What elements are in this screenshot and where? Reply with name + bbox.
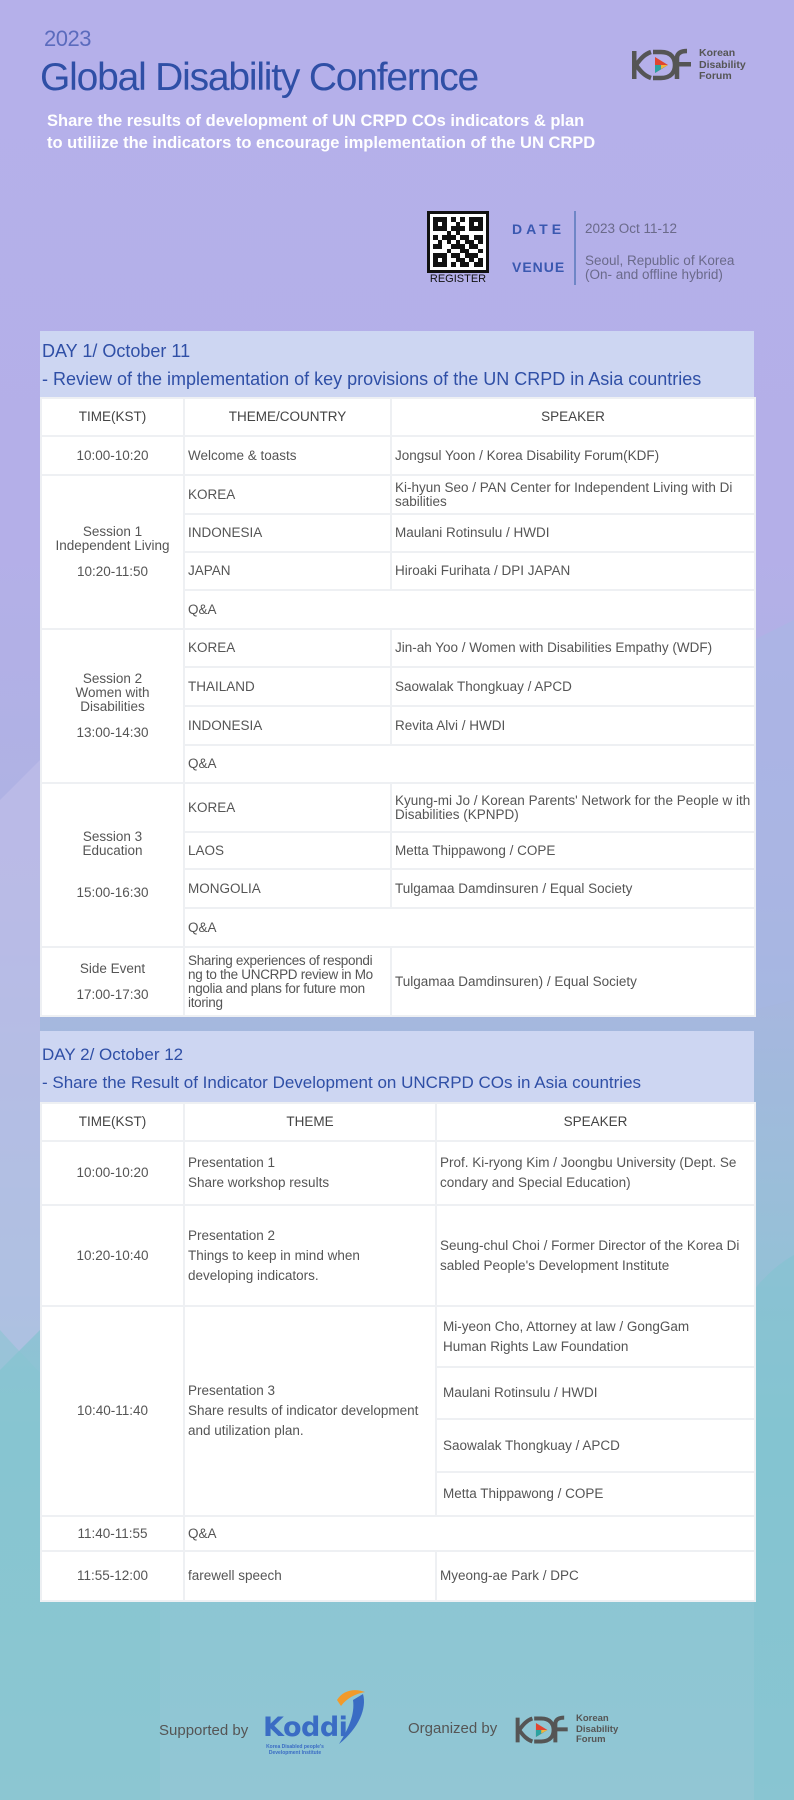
time-cell: 10:20-10:40 xyxy=(41,1205,184,1306)
country-cell: MONGOLIA xyxy=(184,869,391,908)
table-row xyxy=(41,475,755,514)
country-cell: INDONESIA xyxy=(184,514,391,552)
session-time: 10:20-11:50 xyxy=(76,564,149,579)
koddi-logo xyxy=(263,1688,373,1760)
venue-label: VENUE xyxy=(512,259,566,275)
qa-cell: Q&A xyxy=(184,1516,755,1551)
presentation-title: Presentation 2 xyxy=(188,1227,276,1243)
session-name: Session 2 xyxy=(82,671,143,686)
country-cell: KOREA xyxy=(184,475,391,514)
venue-line-1: Seoul, Republic of Korea xyxy=(585,253,735,268)
day1-title: DAY 1/ October 11 xyxy=(42,341,191,361)
session-topic: Education xyxy=(82,843,143,858)
organized-by-label: Organized by xyxy=(408,1720,498,1737)
logo-line-2: Disability xyxy=(699,58,746,71)
supported-by-label: Supported by xyxy=(159,1722,249,1739)
koddi-wordmark: Koddi xyxy=(263,1712,348,1743)
koddi-subtitle xyxy=(265,1744,325,1756)
register-qr-code[interactable] xyxy=(427,211,489,273)
speaker-cell: Jin-ah Yoo / Women with Disabilities Empathy (WDF) xyxy=(391,629,755,667)
speaker-cell: Metta Thippawong / COPE xyxy=(391,832,755,869)
date-value: 2023 Oct 11-12 xyxy=(585,221,678,236)
column-header-speaker: SPEAKER xyxy=(436,1103,755,1141)
speaker-cell: Ki-hyun Seo / PAN Center for Independent Living with Di sabilities xyxy=(391,475,755,514)
column-header-time: TIME(KST) xyxy=(41,398,184,436)
theme-cell: Welcome & toasts xyxy=(184,436,391,475)
table-row xyxy=(41,1306,755,1367)
theme-cell: farewell speech xyxy=(184,1551,436,1601)
speaker-cell: Saowalak Thongkuay / APCD xyxy=(391,667,755,706)
logo-line-3: Forum xyxy=(576,1734,606,1745)
session-2-cell xyxy=(41,629,184,783)
event-subtitle xyxy=(47,110,595,154)
event-info-labels xyxy=(512,221,565,297)
table-header-row xyxy=(41,398,755,436)
country-cell: KOREA xyxy=(184,783,391,832)
kdf-logo-text xyxy=(699,48,746,83)
register-label: REGISTER xyxy=(429,273,487,285)
footer-sponsors xyxy=(0,1684,794,1754)
session-name: Session 3 xyxy=(82,829,143,844)
table-row xyxy=(41,436,755,475)
speaker-cell: Myeong-ae Park / DPC xyxy=(436,1551,755,1601)
logo-line-1: Korean xyxy=(576,1713,609,1724)
country-cell: THAILAND xyxy=(184,667,391,706)
speaker-cell: Maulani Rotinsulu / HWDI xyxy=(436,1367,755,1419)
kdf-logo-footer xyxy=(514,1714,618,1746)
kdf-mark-icon xyxy=(631,48,695,82)
day1-header xyxy=(40,331,754,397)
time-cell: 10:00-10:20 xyxy=(41,1141,184,1205)
time-cell: 11:40-11:55 xyxy=(41,1516,184,1551)
day2-header xyxy=(40,1031,754,1102)
logo-line-3: Forum xyxy=(699,70,732,82)
day1-subtitle: - Review of the implementation of key provisions of the UN CRPD in Asia countries xyxy=(42,369,702,389)
theme-cell xyxy=(184,1141,436,1205)
speaker-cell: Saowalak Thongkuay / APCD xyxy=(436,1419,755,1472)
date-label: DATE xyxy=(512,221,566,237)
info-divider xyxy=(574,211,576,285)
day2-schedule-table xyxy=(40,1102,756,1602)
subtitle-line-1: Share the results of development of UN CRPD COs indicators & plan xyxy=(47,112,585,130)
logo-line-1: Korean xyxy=(699,47,736,59)
side-event-name: Side Event xyxy=(79,960,146,976)
session-name: Session 1 xyxy=(82,524,143,539)
country-cell: KOREA xyxy=(184,629,391,667)
column-header-theme-country: THEME/COUNTRY xyxy=(184,398,391,436)
presentation-title: Presentation 3 xyxy=(188,1383,276,1398)
side-event-cell xyxy=(41,947,184,1016)
table-row xyxy=(41,1551,755,1601)
venue-line-2: (On- and offline hybrid) xyxy=(585,267,723,282)
page-title: Global Disability Confernce xyxy=(40,56,478,99)
presentation-desc: Share results of indicator development and utilization plan. xyxy=(188,1403,419,1438)
time-cell: 10:40-11:40 xyxy=(41,1306,184,1516)
speaker-cell: Tulgamaa Damdinsuren / Equal Society xyxy=(391,869,755,908)
day2-subtitle: - Share the Result of Indicator Development on UNCRPD COs in Asia countries xyxy=(42,1073,642,1092)
time-cell: 11:55-12:00 xyxy=(41,1551,184,1601)
event-year: 2023 xyxy=(44,26,91,51)
table-row xyxy=(41,629,755,667)
koddi-bird-icon xyxy=(333,1688,367,1748)
column-header-time: TIME(KST) xyxy=(41,1103,184,1141)
speaker-cell: Kyung-mi Jo / Korean Parents' Network for the People w ith Disabilities (KPNPD) xyxy=(391,783,755,832)
speaker-cell: Revita Alvi / HWDI xyxy=(391,706,755,745)
presentation-desc: Share workshop results xyxy=(188,1175,330,1190)
country-cell: INDONESIA xyxy=(184,706,391,745)
koddi-sub-line-2: Development Institute xyxy=(268,1750,322,1756)
table-row xyxy=(41,1141,755,1205)
speaker-cell: Maulani Rotinsulu / HWDI xyxy=(391,514,755,552)
speaker-cell: Hiroaki Furihata / DPI JAPAN xyxy=(391,552,755,590)
session-time: 13:00-14:30 xyxy=(76,725,149,740)
table-header-row xyxy=(41,1103,755,1141)
table-row xyxy=(41,783,755,832)
theme-cell: Sharing experiences of respondi ng to the UNCRPD review in Mo ngolia and plans for future mon itoring xyxy=(184,947,391,1016)
side-event-time: 17:00-17:30 xyxy=(76,986,149,1002)
session-1-cell xyxy=(41,475,184,629)
qr-code-icon xyxy=(433,217,483,267)
qa-cell: Q&A xyxy=(184,908,755,947)
speaker-cell: Tulgamaa Damdinsuren) / Equal Society xyxy=(391,947,755,1016)
qa-cell: Q&A xyxy=(184,590,755,629)
day1-schedule-table xyxy=(40,397,756,1017)
session-topic: Independent Living xyxy=(55,538,170,553)
table-row xyxy=(41,1516,755,1551)
table-row xyxy=(41,1205,755,1306)
theme-cell xyxy=(184,1205,436,1306)
session-topic: Women with Disabilities xyxy=(75,685,150,714)
time-cell: 10:00-10:20 xyxy=(41,436,184,475)
session-time: 15:00-16:30 xyxy=(76,885,149,900)
kdf-mark-icon xyxy=(514,1715,572,1745)
kdf-logo xyxy=(631,48,746,83)
qa-cell: Q&A xyxy=(184,745,755,783)
venue-value xyxy=(585,254,734,282)
event-info-values xyxy=(585,221,734,282)
country-cell: JAPAN xyxy=(184,552,391,590)
subtitle-line-2: to utiliize the indicators to encourage implementation of the UN CRPD xyxy=(47,134,596,152)
country-cell: LAOS xyxy=(184,832,391,869)
speaker-cell: Jongsul Yoon / Korea Disability Forum(KDF) xyxy=(391,436,755,475)
speaker-cell: Seung-chul Choi / Former Director of the Korea Di sabled People's Development Institute xyxy=(436,1205,755,1306)
theme-cell xyxy=(184,1306,436,1516)
koddi-sub-line-1: Korea Disabled people's xyxy=(266,1744,324,1750)
speaker-cell: Mi-yeon Cho, Attorney at law / GongGam Human Rights Law Foundation xyxy=(436,1306,755,1367)
column-header-theme: THEME xyxy=(184,1103,436,1141)
column-header-speaker: SPEAKER xyxy=(391,398,755,436)
day2-title: DAY 2/ October 12 xyxy=(42,1045,184,1064)
presentation-title: Presentation 1 xyxy=(188,1155,276,1170)
speaker-cell: Metta Thippawong / COPE xyxy=(436,1472,755,1516)
presentation-desc: Things to keep in mind when developing indicators. xyxy=(188,1247,360,1283)
kdf-logo-text xyxy=(576,1714,618,1746)
table-row xyxy=(41,947,755,1016)
speaker-cell: Prof. Ki-ryong Kim / Joongbu University (Dept. Se condary and Special Education) xyxy=(436,1141,755,1205)
session-3-cell xyxy=(41,783,184,947)
logo-line-2: Disability xyxy=(576,1723,619,1735)
